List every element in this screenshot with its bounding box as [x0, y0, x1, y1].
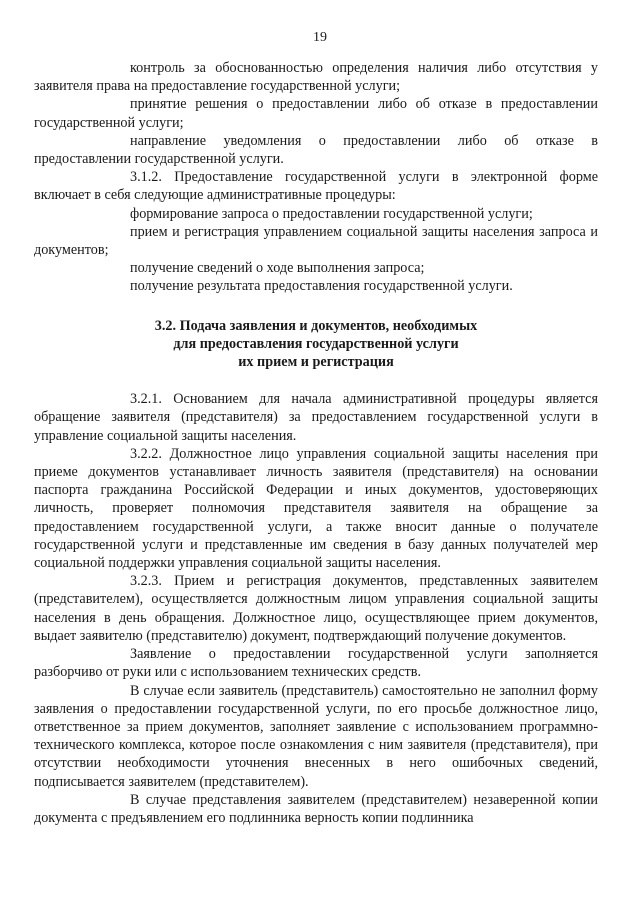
paragraph: прием и регистрация управлением социальной защиты населения запроса и документов; — [34, 223, 598, 259]
paragraph: В случае если заявитель (представитель) самостоятельно не заполнил форму заявления о предоставлении государственной услуги, по его просьбе должностное лицо, ответственное за прием документов, заполняет заявление с использованием программно-технического комплекса, которое после ознакомления с ним заявителя (представителя), при отсутствии необходимости уточнения внесенных в него ошибочных сведений, подписывается заявителем (представителем). — [34, 682, 598, 790]
section-heading-line: для предоставления государственной услуги — [173, 335, 459, 352]
paragraph: 3.2.1. Основанием для начала административной процедуры является обращение заявителя (представителя) за предоставлением государственной услуги в управление социальной защиты населения. — [34, 391, 598, 444]
paragraph: формирование запроса о предоставлении государственной услуги; — [130, 205, 533, 222]
paragraph: Заявление о предоставлении государственной услуги заполняется разборчиво от руки или с использованием технических средств. — [34, 646, 598, 681]
section-heading-line: 3.2. Подача заявления и документов, необходимых — [154, 317, 478, 334]
paragraph: направление уведомления о предоставлении либо об отказе в предоставлении государственной услуги. — [34, 132, 598, 168]
paragraph: В случае представления заявителем (представителем) незаверенной копии документа с предъявлением его подлинника верность копии подлинника — [34, 791, 598, 826]
paragraph: контроль за обоснованностью определения наличия либо отсутствия у заявителя права на предоставление государственной услуги; — [34, 60, 598, 95]
paragraph: принятие решения о предоставлении либо об отказе в предоставлении государственной услуги; — [34, 96, 598, 131]
paragraph: 3.1.2. Предоставление государственной услуги в электронной форме включает в себя следующие административные процедуры: — [34, 169, 598, 204]
section-heading-line: их прием и регистрация — [238, 354, 394, 371]
paragraph: 3.2.3. Прием и регистрация документов, представленных заявителем (представителем), осуществляется должностным лицом управления социальной защиты населения в день обращения. Должностное лицо, осуществляющее прием документов, выдает заявителю (представителю) документ, подтверждающий получение документов. — [34, 573, 598, 644]
paragraph: 3.2.2. Должностное лицо управления социальной защиты населения при приеме документов устанавливает личность заявителя (представителя) на основании паспорта гражданина Российской Федерации и иных документов, удостоверяющих личность, проверяет полномочия представителя заявителя на обращение за предоставлением государственной услуги, а также вносит данные о получателе государственной услуги и представленные им сведения в базу данных получателей мер социальной поддержки управления социальной защиты населения. — [34, 445, 598, 572]
paragraph: получение сведений о ходе выполнения запроса; — [130, 260, 425, 277]
section-heading — [34, 317, 598, 372]
document-body — [34, 59, 598, 827]
paragraph: получение результата предоставления государственной услуги. — [130, 278, 513, 295]
page-number: 19 — [313, 30, 327, 45]
